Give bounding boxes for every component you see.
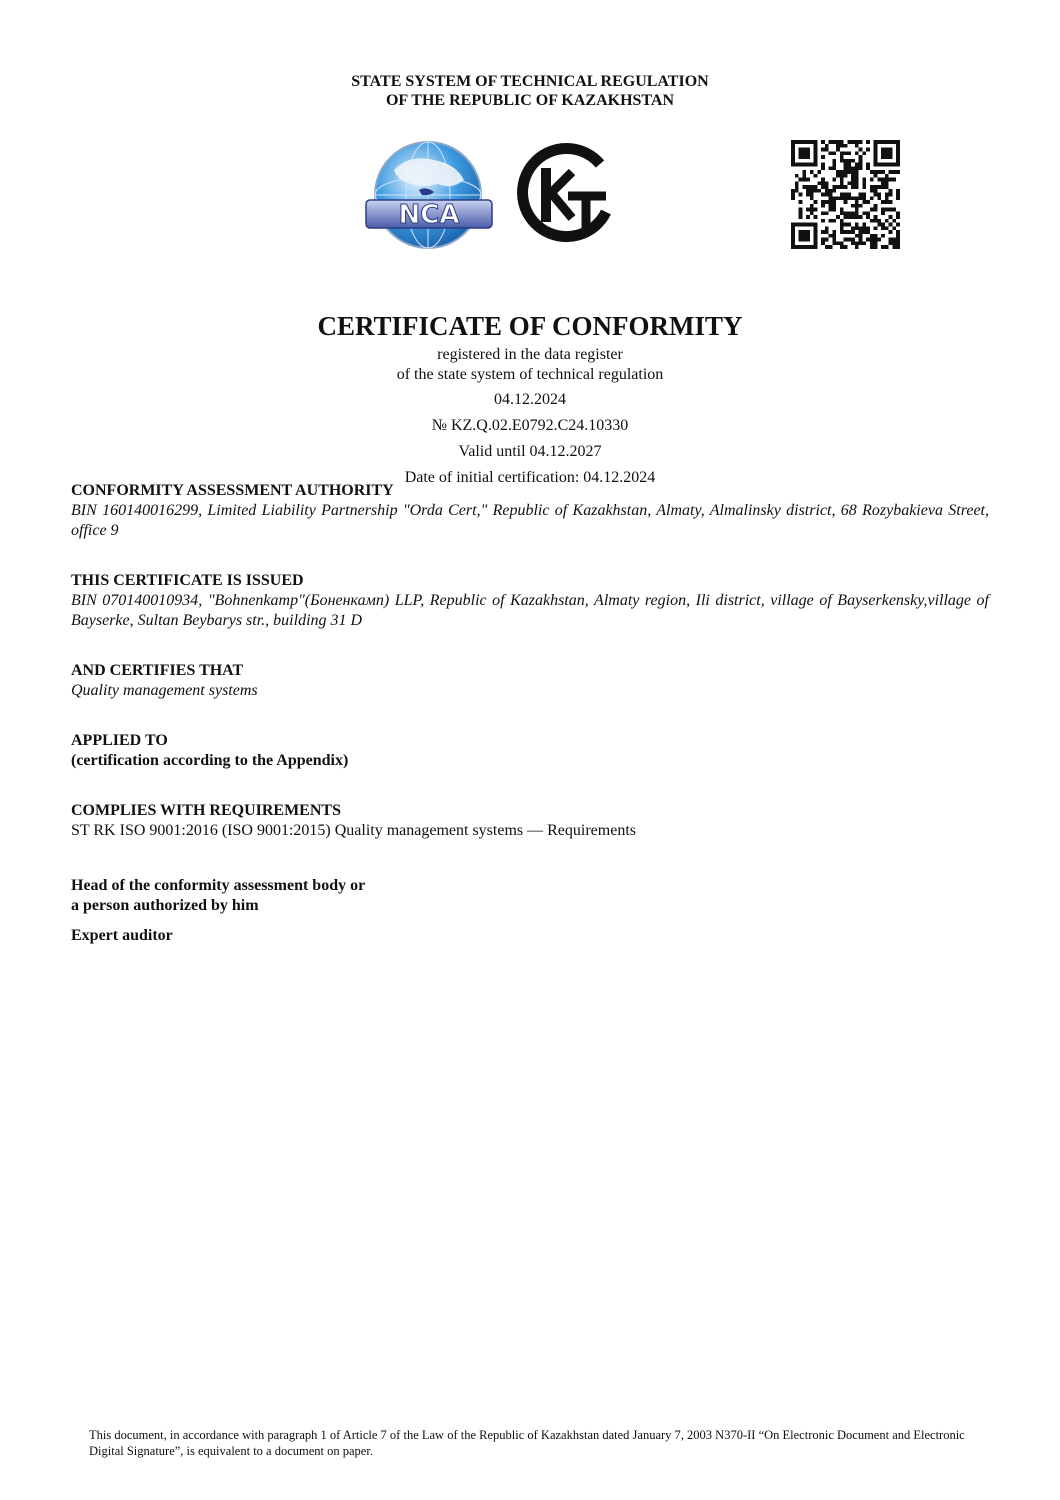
document-header	[0, 72, 1060, 110]
applied-section	[71, 731, 989, 771]
head-signature-line-2: a person authorized by him	[71, 897, 259, 914]
register-line-1: registered in the data register	[437, 346, 623, 363]
initial-certification-date: Date of initial certification: 04.12.2024	[404, 469, 656, 486]
authority-section	[71, 481, 989, 541]
registration-date: 04.12.2024	[494, 391, 566, 408]
register-line-2: of the state system of technical regulation	[396, 366, 664, 383]
certifies-heading: AND CERTIFIES THAT	[71, 662, 244, 679]
kz-conformity-mark-logo	[514, 142, 614, 248]
head-signature-label	[71, 876, 365, 916]
certifies-section	[71, 661, 989, 701]
complies-heading: COMPLIES WITH REQUIREMENTS	[71, 802, 341, 819]
nca-logo-text: NCA	[398, 200, 460, 230]
authority-heading: CONFORMITY ASSESSMENT AUTHORITY	[71, 482, 394, 499]
applied-heading: APPLIED TO	[71, 732, 168, 749]
expert-auditor-label: Expert auditor	[71, 927, 173, 944]
valid-until: Valid until 04.12.2027	[458, 443, 602, 460]
applied-text: (certification according to the Appendix)	[71, 752, 349, 769]
complies-text: ST RK ISO 9001:2016 (ISO 9001:2015) Quality management systems — Requirements	[71, 822, 636, 839]
legal-footer-note: This document, in accordance with paragraph 1 of Article 7 of the Law of the Republic of Kazakhstan dated January 7, 2003 N370-II “On Electronic Document and Electronic Digital Signature”, is equivalent to a document on paper.	[89, 1428, 965, 1458]
certifies-text: Quality management systems	[71, 682, 258, 699]
issued-section	[71, 571, 989, 631]
qr-code-icon	[791, 140, 900, 249]
certificate-title: CERTIFICATE OF CONFORMITY	[317, 311, 743, 341]
head-signature-line-1: Head of the conformity assessment body or	[71, 877, 366, 894]
registration-info	[0, 345, 1060, 489]
logo-row	[0, 138, 1060, 253]
issued-text: BIN 070140010934, "Bohnenkamp"(Боненкамп) LLP, Republic of Kazakhstan, Almaty region, Ili district, village of Bayserkensky,village of Bayserke, Sultan Beybarys str., building 31 D	[71, 592, 989, 629]
nca-globe-logo	[364, 140, 494, 250]
header-line-1: STATE SYSTEM OF TECHNICAL REGULATION	[351, 73, 709, 90]
authority-text: BIN 160140016299, Limited Liability Partnership "Orda Cert," Republic of Kazakhstan, Almaty, Almalinsky district, 68 Rozybakieva Street, office 9	[71, 502, 989, 539]
header-line-2: OF THE REPUBLIC OF KAZAKHSTAN	[385, 92, 675, 109]
complies-section	[71, 801, 989, 841]
issued-heading: THIS CERTIFICATE IS ISSUED	[71, 572, 304, 589]
certificate-number: № KZ.Q.02.E0792.C24.10330	[431, 417, 629, 434]
